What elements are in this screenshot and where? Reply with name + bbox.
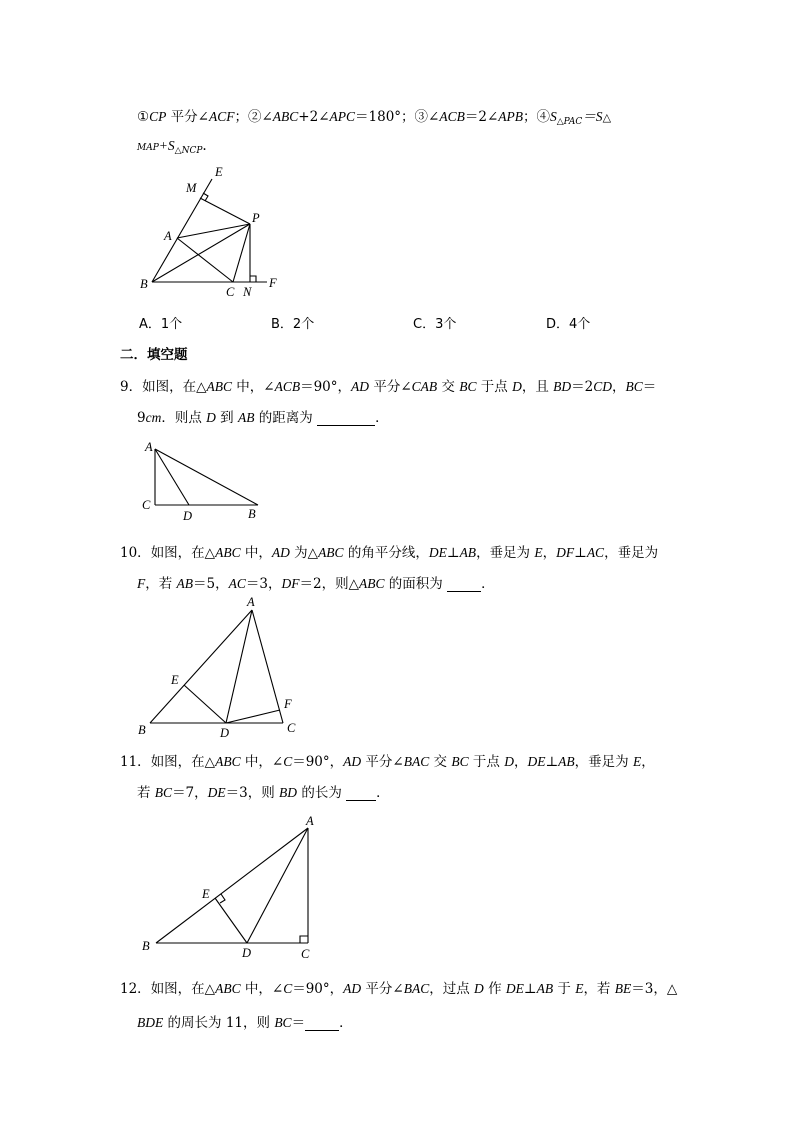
stmt-text: ； [401, 109, 415, 125]
stmt-3-marker: ③ [414, 109, 429, 125]
q-text: D [512, 379, 522, 394]
q-text: AB [459, 545, 477, 560]
q-text: AD [343, 754, 362, 769]
q-text: BD [279, 785, 298, 800]
stmt-text: ＝2∠ [464, 109, 499, 125]
stmt-subscript: △NCP [174, 146, 203, 156]
option-text: 2个 [292, 317, 315, 332]
q-text: AD [351, 379, 370, 394]
option-text: 3个 [435, 317, 457, 332]
q-text: E [534, 545, 543, 560]
q-text: cm [145, 410, 162, 425]
label-B: B [140, 277, 148, 291]
q-text: 于点 [476, 379, 513, 395]
q-text: DE [207, 785, 226, 800]
q-text: AC [586, 545, 605, 560]
q-text: C [283, 754, 293, 769]
q-text: ， [641, 754, 655, 770]
right-angle-C [300, 936, 308, 943]
q-text: DF [556, 545, 575, 560]
q-text: ． [376, 785, 390, 801]
q-text: ． [375, 410, 389, 426]
q-text: 如图，在△ [150, 981, 216, 997]
q-text: ＝90°， [292, 981, 344, 997]
q-text: DE [505, 981, 524, 996]
q-text: DF [281, 576, 300, 591]
q-text: ＝ [291, 1015, 306, 1031]
q-text: ，若 [583, 981, 615, 997]
label-D: D [242, 946, 252, 960]
q-text: 中，∠ [240, 981, 284, 997]
q12-line1 [120, 977, 677, 997]
option-letter: D． [546, 317, 570, 332]
q-text: D [206, 410, 216, 425]
stmt-text: CP [149, 109, 167, 124]
option-letter: B． [271, 317, 293, 332]
line-ED [215, 898, 247, 943]
q-text: ABC [206, 379, 232, 394]
option-letter: C． [413, 317, 436, 332]
section-title: 二．填空题 [120, 347, 188, 363]
q-text: AB [237, 410, 255, 425]
q-text: 的长为 [297, 785, 347, 801]
q-text: ＝3，则 [225, 785, 280, 801]
q-text: BC [451, 754, 469, 769]
label-F: F [284, 697, 292, 711]
label-B: B [248, 507, 256, 521]
label-D: D [183, 509, 193, 523]
question-number: 9． [120, 379, 143, 395]
stmt-text: +S [158, 138, 175, 153]
q-text: 如图，在△ [150, 754, 216, 770]
q-text: ⊥ [545, 754, 559, 770]
q-text: ＝5， [193, 576, 229, 592]
q-text: BC [459, 379, 477, 394]
q-text: ABC [318, 545, 344, 560]
q-text: ⊥ [446, 545, 460, 561]
q-text: ， [542, 545, 557, 561]
label-C: C [301, 947, 310, 961]
stmt-text: APB [498, 109, 524, 124]
q-text: ABC [215, 754, 241, 769]
q-text: DE [428, 545, 447, 560]
q-text: 中，∠ [231, 379, 275, 395]
label-E: E [202, 887, 210, 901]
q-text: 中， [240, 545, 272, 561]
q-text: ＝3，△ [631, 981, 678, 997]
label-C: C [142, 498, 151, 512]
q-text: BD [553, 379, 572, 394]
q-text: AB [176, 576, 194, 591]
q-text: ， [513, 754, 528, 770]
label-B: B [138, 723, 146, 737]
q-text: ＝2 [571, 379, 594, 395]
q-text: ＝7， [172, 785, 208, 801]
q-text: AD [271, 545, 290, 560]
q12-line2 [137, 1011, 353, 1031]
q-text: 如图，在△ [142, 379, 207, 395]
stmt-text: ＝180° [355, 109, 402, 125]
q-text: 9 [137, 410, 146, 426]
q-text: 的周长为 11，则 [163, 1015, 275, 1031]
stmt-2-marker: ② [247, 109, 262, 125]
stmt-subscript: △PAC [556, 117, 583, 127]
label-F: F [269, 276, 277, 290]
question-number: 11． [120, 754, 151, 770]
answer-blank[interactable] [305, 1016, 339, 1031]
label-A: A [306, 814, 314, 828]
label-A: A [145, 440, 153, 454]
q-text: 平分∠ [361, 754, 404, 770]
q-text: E [632, 754, 642, 769]
stmt-text: . [202, 138, 207, 154]
q-text: 的距离为 [254, 410, 318, 426]
label-P: P [252, 211, 260, 225]
q-text: CD [593, 379, 612, 394]
q-text: ＝90°， [292, 754, 344, 770]
q-text: ＝90°， [300, 379, 352, 395]
q-text: ⊥ [574, 545, 587, 561]
q-text: 到 [215, 410, 238, 426]
q-text: BE [614, 981, 632, 996]
q-text: 于 [553, 981, 576, 997]
q-text: ，若 [145, 576, 177, 592]
q-text: DE [527, 754, 546, 769]
q-text: ⊥ [523, 981, 537, 997]
stmt-text: ∠ACB [428, 109, 465, 124]
q-text: AC [228, 576, 246, 591]
q-text: ，垂足为 [604, 545, 659, 561]
q-text: 如图，在△ [150, 545, 216, 561]
stmt-text: S [550, 109, 557, 124]
stmt-text: ∠ABC [261, 109, 299, 124]
q-text: ACB [274, 379, 301, 394]
stmt-text: △ [602, 111, 612, 124]
stmt-text: ； [523, 109, 537, 125]
label-M: M [186, 181, 197, 195]
q-text: BAC [403, 754, 430, 769]
q-text: BC [625, 379, 643, 394]
q-text: ABC [215, 981, 241, 996]
q-text: ，且 [521, 379, 554, 395]
label-E: E [215, 165, 223, 179]
q-text: AB [536, 981, 554, 996]
stmt-text: ； [234, 109, 248, 125]
q-text: D [504, 754, 514, 769]
q-text: 中，∠ [240, 754, 284, 770]
option-text: 4个 [569, 317, 591, 332]
label-A: A [164, 229, 172, 243]
q-text: BC [274, 1015, 292, 1030]
right-angle-E [220, 894, 225, 903]
q-text: ，过点 [429, 981, 475, 997]
stmt-text: ACF [208, 109, 235, 124]
q-text: 交 [429, 754, 452, 770]
label-C: C [287, 721, 296, 735]
label-B: B [142, 939, 150, 953]
label-C: C [226, 285, 235, 299]
q-text: 若 [137, 785, 155, 801]
option-letter: A． [139, 317, 161, 332]
q-text: 平分∠ [369, 379, 412, 395]
q-text: BDE [137, 1015, 164, 1030]
q-text: ABC [215, 545, 241, 560]
q-text: ． [481, 576, 495, 592]
q-text: ， [612, 379, 626, 395]
stmt-text: ＝S [582, 109, 603, 124]
q-text: F [137, 576, 146, 591]
label-N: N [243, 285, 252, 299]
stmt-1-marker: ① [137, 109, 150, 125]
stmt-text: APC [329, 109, 356, 124]
option-text: 1个 [160, 317, 183, 332]
q-text: 交 [437, 379, 460, 395]
q-text: 的面积为 [384, 576, 448, 592]
q-text: D [474, 981, 484, 996]
q-text: 于点 [468, 754, 505, 770]
q-text: BC [154, 785, 173, 800]
stmt-4-marker: ④ [536, 109, 551, 125]
q-text: 为△ [289, 545, 319, 561]
q-text: C [283, 981, 293, 996]
stmt-text: +2∠ [298, 109, 330, 125]
q-text: 的角平分线， [343, 545, 429, 561]
question-number: 12． [120, 981, 151, 997]
q-text: CAB [411, 379, 438, 394]
label-D: D [220, 726, 230, 740]
q-text: 平分∠ [361, 981, 404, 997]
q-text: ． [339, 1015, 353, 1031]
q-text: ，垂足为 [476, 545, 535, 561]
q-text: BAC [403, 981, 430, 996]
line-AD [247, 828, 308, 943]
q-text: ＝ [642, 379, 657, 395]
label-E: E [171, 673, 179, 687]
stmt-text: 平分∠ [166, 109, 209, 125]
q-text: ＝3， [245, 576, 282, 592]
line-BA [156, 828, 308, 943]
label-A: A [247, 595, 255, 609]
stmt-subscript: MAP [137, 143, 159, 153]
q-text: 作 [483, 981, 506, 997]
q-text: ABC [358, 576, 385, 591]
question-number: 10． [120, 545, 151, 561]
q-text: ．则点 [161, 410, 207, 426]
q-text: ＝2，则△ [299, 576, 359, 592]
q-text: AB [558, 754, 575, 769]
q-text: AD [343, 981, 362, 996]
q-text: ，垂足为 [574, 754, 633, 770]
q-text: E [575, 981, 584, 996]
